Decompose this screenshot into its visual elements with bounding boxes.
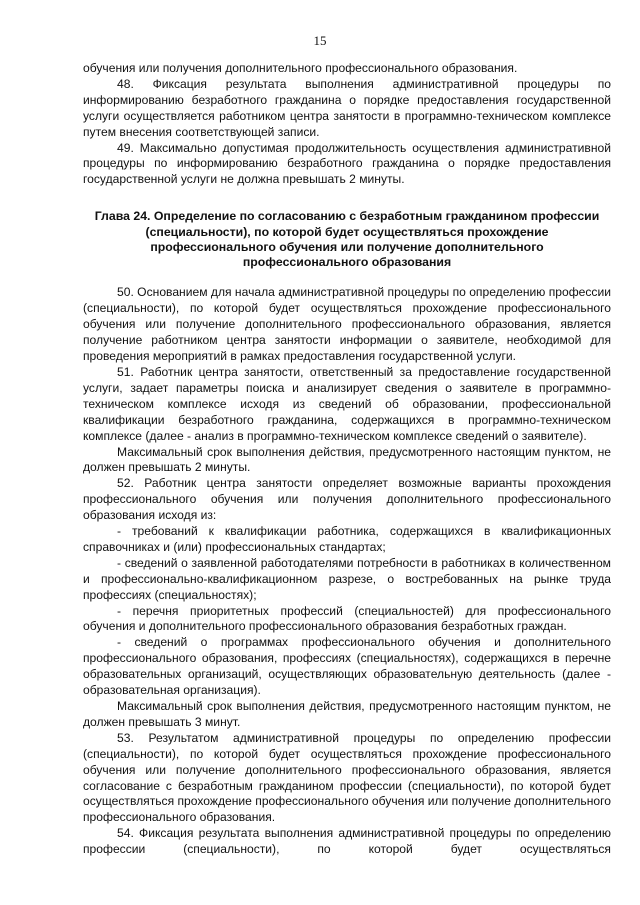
paragraph-52-time-limit: Максимальный срок выполнения действия, предусмотренного настоящим пунктом, не должен превышать 3 минут. (83, 699, 611, 729)
paragraph-54: 54. Фиксация результата выполнения административной процедуры по определению профессии (специальности), по которой будет осуществляться (83, 826, 611, 857)
page-number: 15 (313, 33, 327, 48)
document-body (83, 61, 611, 858)
paragraph-53: 53. Результатом административной процедуры по определению профессии (специальности), по которой будет осуществляться прохождение профессионального обучения или получение дополнительного профессионального образования, является согласование с безработным гражданином профессии (специальности), по которой будет осуществляться прохождение профессионального обучения или получение дополнительного профессионального образования. (83, 730, 611, 825)
paragraph-49: 49. Максимально допустимая продолжительность осуществления административной процедуры по информированию безработного гражданина о порядке предоставления государственной услуги не должна превышать 2 минуты. (83, 140, 611, 187)
paragraph-52: 52. Работник центра занятости определяет возможные варианты прохождения профессионального обучения или получения дополнительного профессионального образования исходя из: (83, 476, 611, 523)
list-item: - сведений о заявленной работодателями потребности в работниках в количественном и профессионально-квалификационном разрезе, о востребованных на рынке труда профессиях (специальностях); (83, 555, 611, 602)
list-item: - требований к квалификации работника, содержащихся в квалификационных справочниках и (или) профессиональных стандартах; (83, 524, 611, 554)
paragraph-51: 51. Работник центра занятости, ответственный за предоставление государственной услуги, задает параметры поиска и анализирует сведения о заявителе в программно-техническом комплексе исходя из сведений об образовании, профессиональной квалификации безработного гражданина, содержащихся в программно-техническом комплексе (далее - анализ в программно-техническом комплексе сведений о заявителе). (83, 364, 611, 443)
list-item: - перечня приоритетных профессий (специальностей) для профессионального обучения и дополнительного профессионального образования безработных граждан. (83, 603, 611, 634)
chapter-heading: Глава 24. Определение по согласованию с безработным гражданином профессии (специальности), по которой будет осуществляться прохождение профессионального обучения или получение дополнительного профессионального образования (94, 209, 600, 270)
paragraph-continuation: обучения или получения дополнительного профессионального образования. (83, 61, 518, 75)
paragraph-51-time-limit: Максимальный срок выполнения действия, предусмотренного настоящим пунктом, не должен превышать 2 минуты. (83, 444, 611, 475)
paragraph-48: 48. Фиксация результата выполнения административной процедуры по информированию безработного гражданина о порядке предоставления государственной услуги осуществляется работником центра занятости в программно-техническом комплексе путем внесения соответствующей записи. (83, 76, 611, 139)
paragraph-50: 50. Основанием для начала административной процедуры по определению профессии (специальности), по которой будет осуществляться прохождение профессионального обучения или получение дополнительного профессионального образования, является получение работником центра занятости информации о заявителе, необходимой для проведения мероприятий в рамках предоставления государственной услуги. (83, 285, 611, 364)
list-item: - сведений о программах профессионального обучения и дополнительного профессионального образования, профессиях (специальностях), содержащихся в перечне образовательных организаций, осуществляющих образовательную деятельность (далее - образовательная организация). (83, 635, 611, 698)
